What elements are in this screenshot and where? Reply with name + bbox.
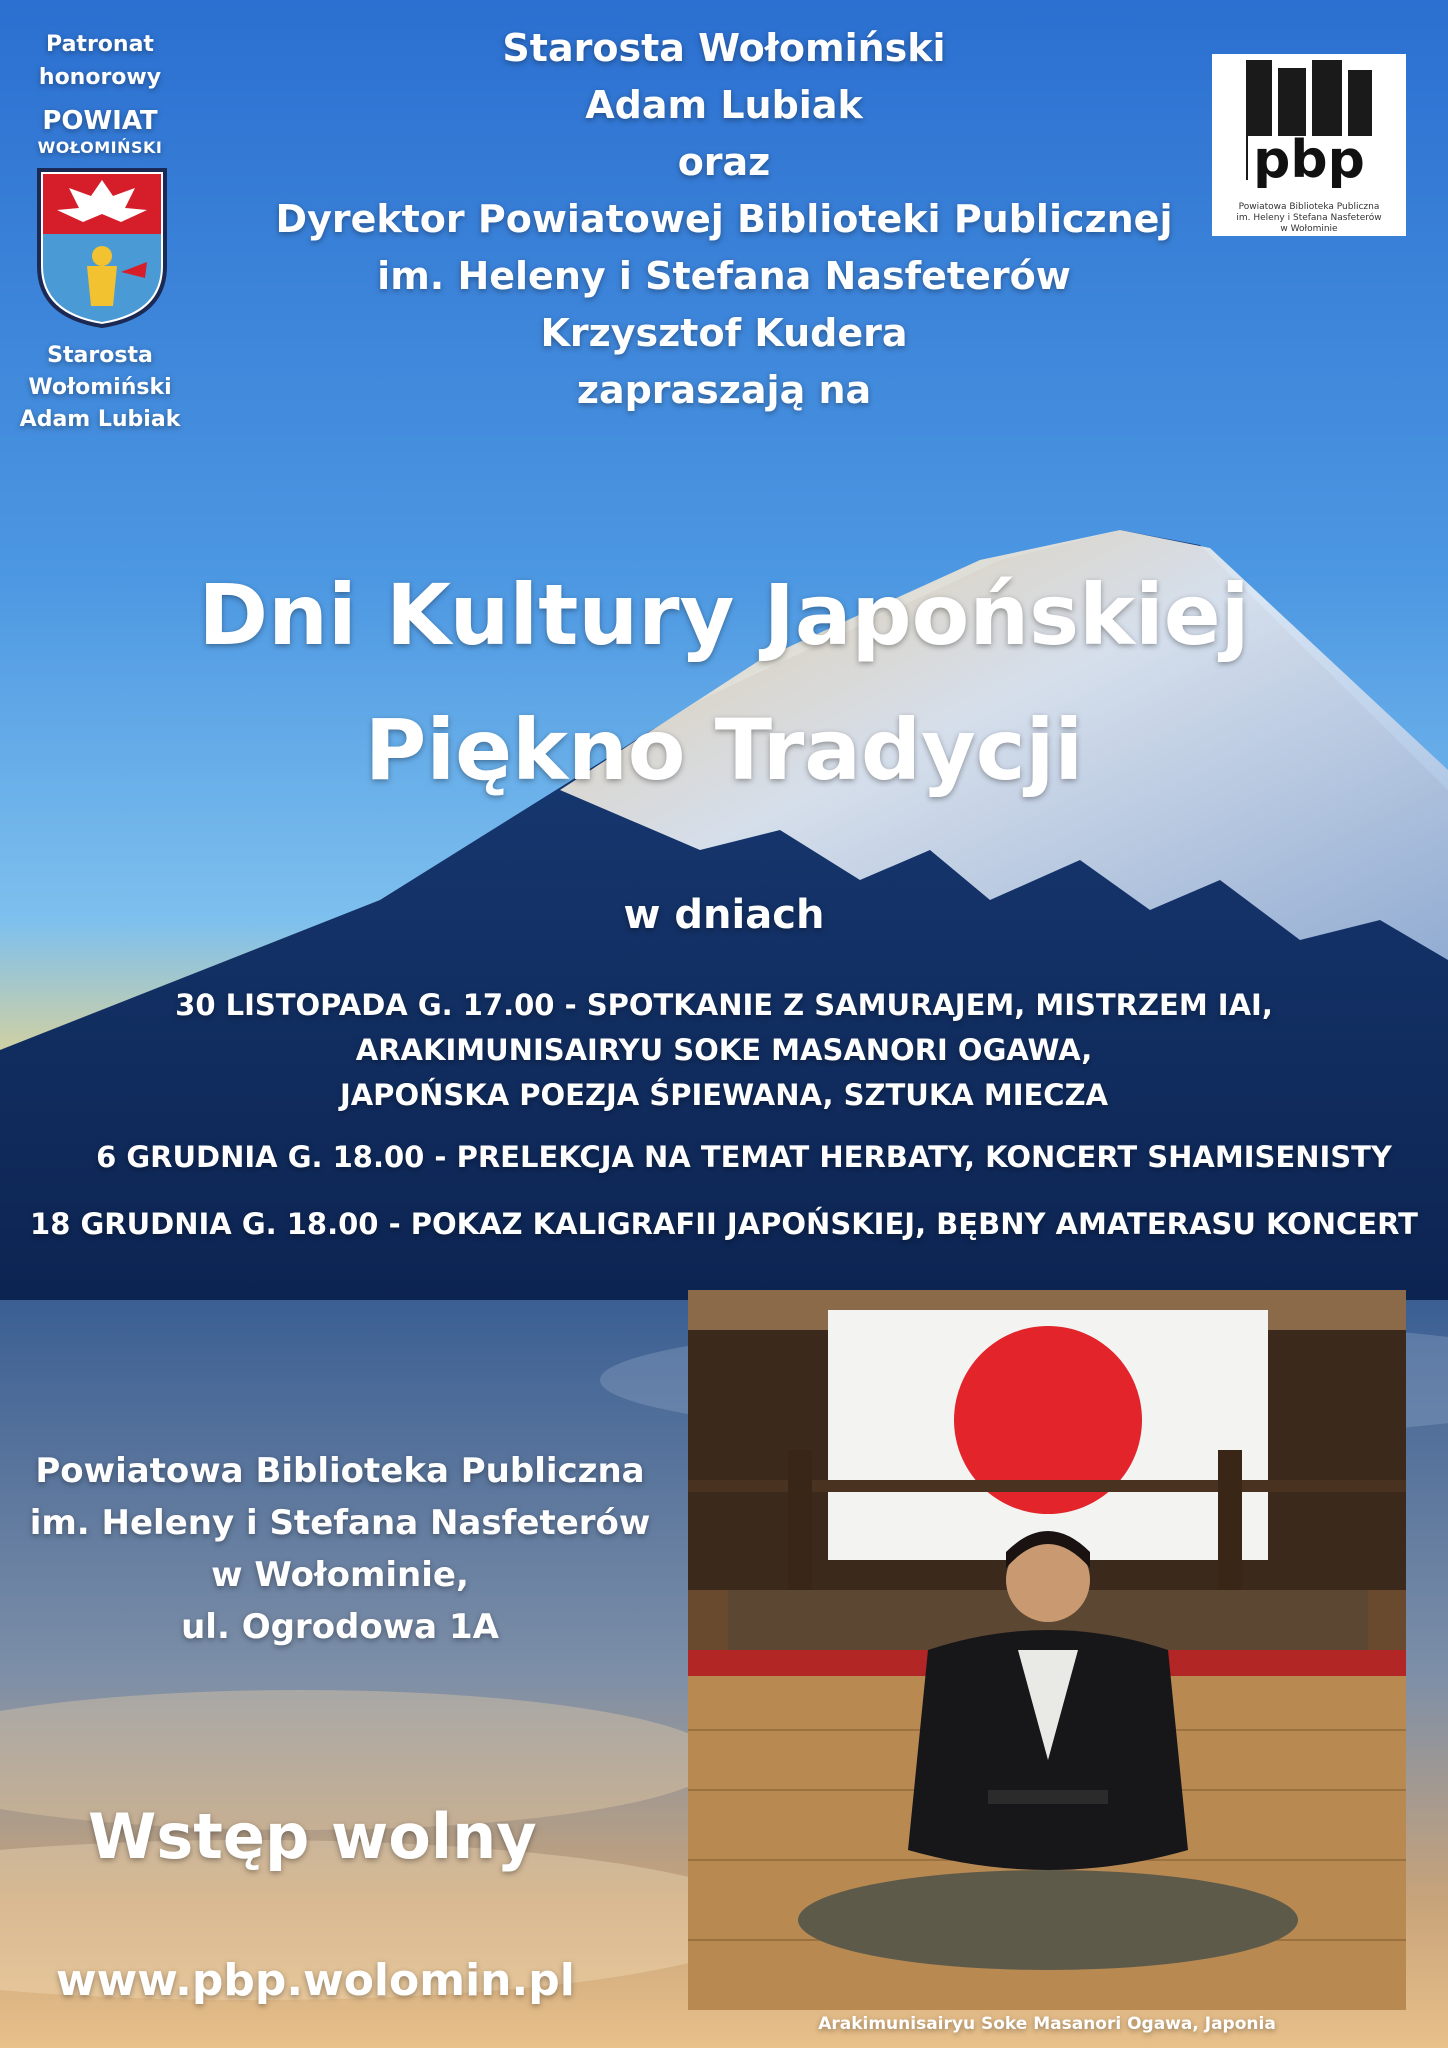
samurai-photo: [688, 1290, 1406, 2010]
schedule-item: 30 LISTOPADA G. 17.00 - SPOTKANIE Z SAMURAJEM, MISTRZEM IAI, ARAKIMUNISAIRYU SOKE MASANORI OGAWA, JAPOŃSKA POEZJA ŚPIEWANA, SZTUKA MIECZA: [175, 988, 1273, 1112]
in-days-label: w dniach: [623, 892, 825, 938]
website-link[interactable]: www.pbp.wolomin.pl: [56, 1955, 575, 2006]
organizer-line: oraz: [677, 140, 771, 184]
schedule-item: 6 GRUDNIA G. 18.00 - PRELEKCJA NA TEMAT HERBATY, KONCERT SHAMISENISTY: [96, 1140, 1392, 1174]
free-entry-label: Wstęp wolny: [88, 1800, 537, 1873]
organizer-line: Dyrektor Powiatowej Biblioteki Publicznej: [275, 197, 1173, 241]
organizers-block: [200, 20, 1248, 419]
venue-address: Powiatowa Biblioteka Publiczna im. Heleny i Stefana Nasfeterów w Wołominie, ul. Ogrodowa 1A: [29, 1451, 651, 1647]
event-subtitle: Piękno Tradycji: [364, 701, 1084, 799]
starosta-left: Starosta Wołomiński Adam Lubiak: [19, 343, 181, 432]
organizer-line: Krzysztof Kudera: [540, 311, 908, 355]
pbp-logo-caption: Powiatowa Biblioteka Publiczna im. Heleny i Stefana Nasfeterów w Wołominie: [1236, 202, 1382, 234]
organizer-line: Adam Lubiak: [585, 83, 863, 127]
organizer-line: Starosta Wołomiński: [502, 26, 946, 70]
powiat-name-sub: WOŁOMIŃSKI: [37, 138, 163, 157]
organizer-line: zapraszają na: [576, 368, 872, 412]
organizer-line: im. Heleny i Stefana Nasfeterów: [377, 254, 1071, 298]
patron-label: Patronat honorowy: [38, 32, 162, 90]
photo-caption: Arakimunisairyu Soke Masanori Ogawa, Japonia: [818, 2014, 1276, 2034]
powiat-name: POWIAT: [42, 106, 158, 136]
coat-of-arms-icon: [35, 166, 169, 330]
schedule-item: 18 GRUDNIA G. 18.00 - POKAZ KALIGRAFII JAPOŃSKIEJ, BĘBNY AMATERASU KONCERT: [30, 1207, 1418, 1241]
pbp-logo-text: pbp: [1253, 130, 1365, 190]
event-title: Dni Kultury Japońskiej: [198, 566, 1250, 664]
